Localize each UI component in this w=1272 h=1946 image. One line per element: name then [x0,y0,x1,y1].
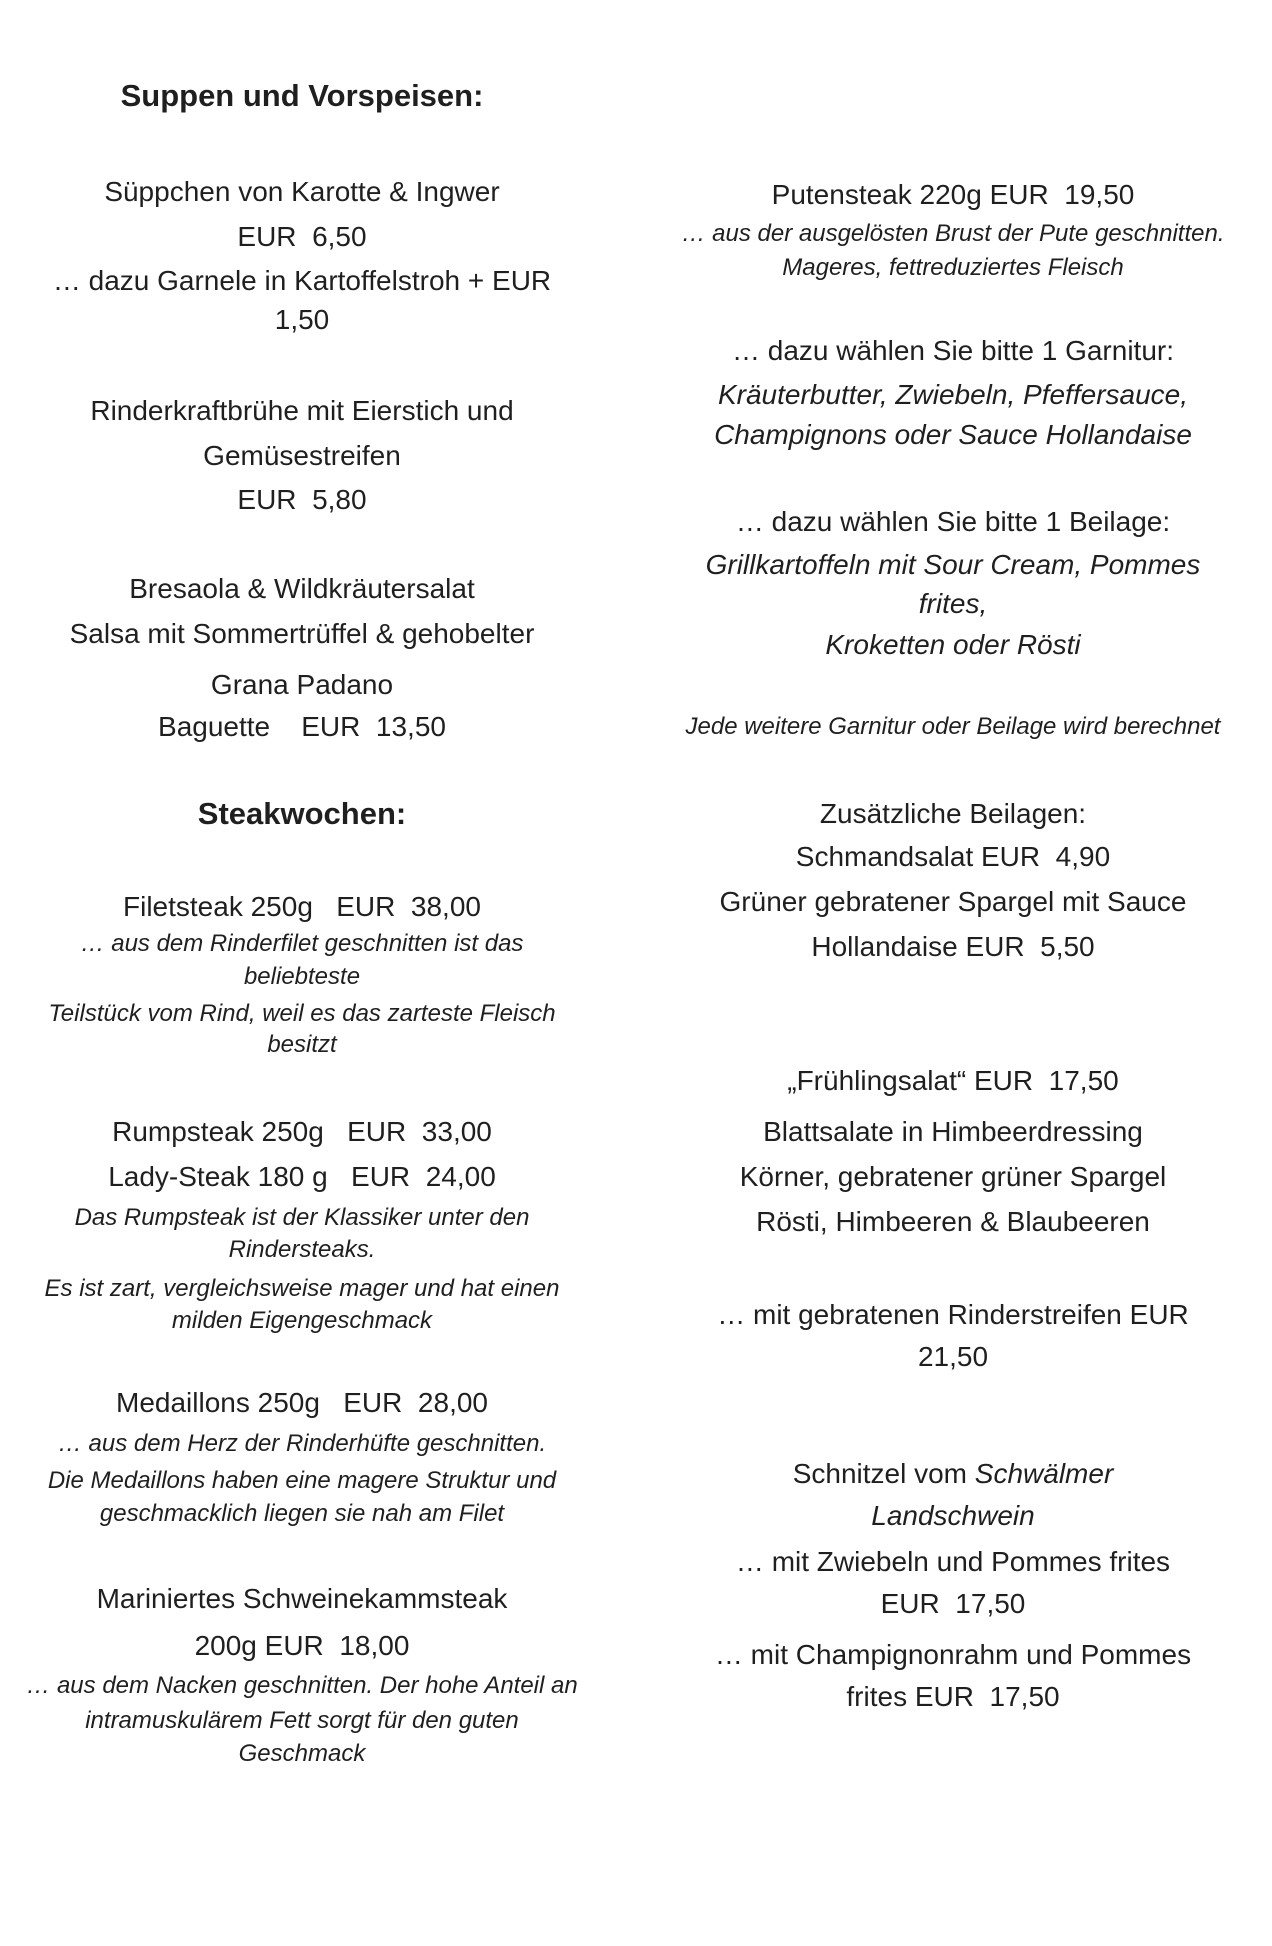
menu-line: Salsa mit Sommertrüffel & gehobelter [69,618,535,649]
menu-line: Bresaola & Wildkräutersalat [129,573,475,604]
menu-line: Filetsteak 250g EUR 38,00 [123,891,481,922]
menu-line: Grillkartoffeln mit Sour Cream, Pommes [705,548,1201,580]
menu-line: Blattsalate in Himbeerdressing [763,1116,1143,1147]
menu-line: Es ist zart, vergleichsweise mager und hat einen [44,1274,560,1302]
menu-line: … dazu wählen Sie bitte 1 Garnitur: [731,335,1174,366]
menu-line: „Frühlingsalat“ EUR 17,50 [787,1065,1119,1096]
menu-line: intramuskulärem Fett sorgt für den guten [85,1706,519,1734]
menu-line: … mit Champignonrahm und Pommes [714,1639,1192,1670]
menu-line: … aus dem Nacken geschnitten. Der hohe Anteil an [26,1671,578,1699]
menu-line: Baguette EUR 13,50 [158,711,446,742]
section-header: Steakwochen: [197,796,407,831]
menu-line: … aus dem Rinderfilet geschnitten ist das [80,929,524,957]
menu-line: … aus der ausgelösten Brust der Pute geschnitten. [681,219,1225,247]
menu-line: 21,50 [917,1341,989,1372]
menu-line: Rinderkraftbrühe mit Eierstich und [90,395,514,426]
menu-line: Lady-Steak 180 g EUR 24,00 [108,1161,496,1192]
menu-line: Mariniertes Schweinekammsteak [96,1583,508,1614]
menu-line: Medaillons 250g EUR 28,00 [116,1387,488,1418]
menu-line: … dazu wählen Sie bitte 1 Beilage: [735,506,1171,537]
menu-line: 1,50 [274,304,330,335]
menu-line: Putensteak 220g EUR 19,50 [771,179,1135,210]
menu-line: Kroketten oder Rösti [825,628,1081,660]
section-header: Suppen und Vorspeisen: [120,78,484,113]
menu-line: Gemüsestreifen [203,440,401,471]
menu-line: Süppchen von Karotte & Ingwer [104,176,500,207]
menu-line: frites EUR 17,50 [846,1681,1060,1712]
menu-line: milden Eigengeschmack [171,1306,433,1334]
menu-line: Champignons oder Sauce Hollandaise [714,418,1192,450]
menu-line: Körner, gebratener grüner Spargel [739,1161,1167,1192]
menu-line: Grana Padano [210,669,394,700]
menu-line: beliebteste [243,962,361,990]
menu-line: Hollandaise EUR 5,50 [811,931,1095,962]
menu-line: Rösti, Himbeeren & Blaubeeren [756,1206,1150,1237]
menu-line: Rumpsteak 250g EUR 33,00 [112,1116,492,1147]
menu-line: EUR 5,80 [237,484,367,515]
menu-line: Kräuterbutter, Zwiebeln, Pfeffersauce, [717,378,1189,410]
menu-line: … mit gebratenen Rinderstreifen EUR [717,1299,1189,1330]
menu-line: 200g EUR 18,00 [194,1630,410,1661]
menu-line: Grüner gebratener Spargel mit Sauce [719,886,1187,917]
menu-line: Teilstück vom Rind, weil es das zarteste Fleisch [48,999,556,1027]
menu-line: besitzt [267,1030,337,1058]
menu-line: EUR 17,50 [880,1588,1026,1619]
menu-line-segment: Schwälmer [974,1458,1114,1489]
menu-line [613,1494,1272,1538]
menu-line: … aus dem Herz der Rinderhüfte geschnitten. [57,1429,547,1457]
menu-line: … mit Zwiebeln und Pommes frites [735,1546,1171,1577]
menu-line-segment: Schnitzel vom [792,1458,975,1489]
menu-line: … dazu Garnele in Kartoffelstroh + EUR [52,265,552,296]
menu-line-segment: Landschwein [871,1500,1035,1531]
menu-line: Rindersteaks. [228,1235,376,1263]
menu-line [613,1452,1272,1496]
menu-line: Jede weitere Garnitur oder Beilage wird berechnet [685,712,1221,740]
menu-line: Mageres, fettreduziertes Fleisch [782,253,1124,281]
menu-line: Die Medaillons haben eine magere Struktur und [47,1466,557,1494]
menu-line: geschmacklich liegen sie nah am Filet [99,1499,505,1527]
menu-line: Das Rumpsteak ist der Klassiker unter den [74,1203,530,1231]
menu-line: Zusätzliche Beilagen: [819,798,1087,829]
menu-line: Schmandsalat EUR 4,90 [795,841,1111,872]
menu-line: frites, [918,587,988,619]
menu-line: Geschmack [238,1739,366,1767]
menu-line: EUR 6,50 [237,221,367,252]
